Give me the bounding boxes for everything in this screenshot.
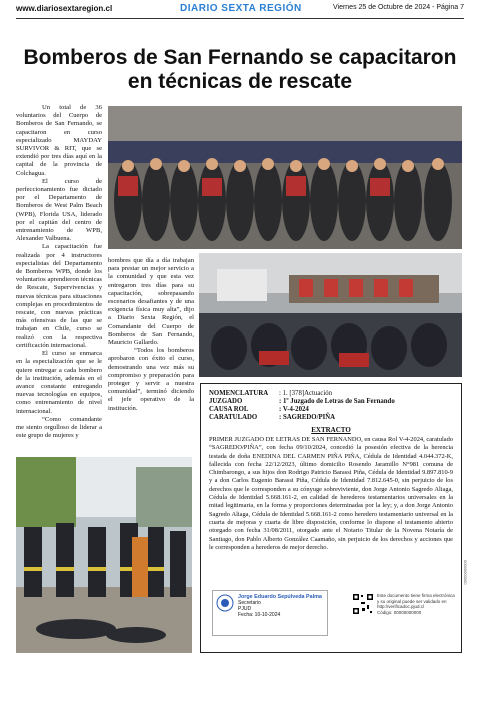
field-value: : V-4-2024 — [279, 406, 309, 413]
verification-note — [377, 593, 457, 615]
paragraph: La capacitación fue realizada por 4 instructores especialistas del Departamento de Bomberos WPB, donde los voluntarios aprendieron técnicas de Rescate, Supervivencias y nuevas técnicas para situaciones complejas en procedimientos de rescate, con nuevas prácticas más ofensivas de las que se trabajan en Chile, curso se realizó con la respectiva certificación internacional. — [16, 243, 102, 349]
field-value: : 1º Juzgado de Letras de San Fernando — [279, 398, 395, 405]
group-photo — [108, 106, 462, 249]
classroom-photo-image — [199, 253, 462, 377]
verification-text: Este documento tiene firma electrónica y su original puede ser validado en http://verificadoc.pjud.cl — [377, 593, 455, 609]
site-url[interactable]: www.diariosextaregion.cl — [16, 4, 113, 13]
field-key: CARATULADO — [209, 414, 258, 421]
legal-field-caratulado — [209, 414, 453, 422]
paragraph: El curso de perfeccionamiento fue dictado por el Departamento de Bomberos de West Palm Beach (WPB), Florida USA, liderado por el capitán del centro de entrenamiento de WPB, Alexander Valbuena. — [16, 177, 102, 243]
classroom-photo — [199, 253, 462, 377]
paragraph: “Todos los bomberos aprobaron con éxito el curso, demostrando una vez más su compromiso y preparación para proteger y servir a nuestra comunidad”, terminó diciendo el jefe operativo de la institución. — [108, 347, 194, 412]
signature-date: Fecha: 10-10-2024 — [238, 612, 281, 618]
signer-name: Jorge Eduardo Sepúlveda Palma — [238, 594, 322, 600]
training-photo — [16, 457, 192, 653]
field-value: : SAGREDO/PIÑA — [279, 414, 336, 421]
field-value: : 1. [378]Actuación — [279, 390, 333, 397]
signature-block — [212, 590, 328, 636]
date-page: Viernes 25 de Octubre de 2024 - Página 7 — [332, 4, 464, 11]
legal-field-juzgado — [209, 398, 453, 406]
article-column-2 — [108, 257, 194, 413]
header-divider — [16, 18, 464, 19]
side-code: 00000000000 — [463, 560, 468, 585]
pjud-seal-icon — [216, 594, 234, 612]
field-key: JUZGADO — [209, 398, 243, 405]
headline: Bomberos de San Fernando se capacitaron en técnicas de rescate — [23, 46, 457, 93]
legal-field-causa-rol — [209, 406, 453, 414]
extracto-title: EXTRACTO — [311, 426, 351, 434]
field-key: NOMENCLATURA — [209, 390, 269, 397]
legal-field-nomenclatura — [209, 390, 453, 398]
group-photo-image — [108, 106, 462, 249]
field-key: CAUSA ROL — [209, 406, 249, 413]
extracto-body: PRIMER JUZGADO DE LETRAS DE SAN FERNANDO, en causa Rol V-4-2024, caratulado “SAGREDO/PIÑA”, con fecha 09/10/2024, concedió la posesión efectiva de la herencia testada de doña ENEDINA DEL CARMEN PIÑA PIÑA, Cédula de Identidad 4.044.372-K, fallecida con fecha 22/12/2023, último domicilio Rosendo Jaramillo N°981 comuna de Chimbarongo, a sus hijos don Rodrigo Patricio Barassi Piña, Cédula de Identidad 9.897.810-9 y a don Carlos Eugenio Barassi Piña, Cédula de Identidad 7.812.645-0, sin perjuicio de los derechos que le corresponden a su cónyuge sobreviviente, don Jorge Antonio Sagredo Aliaga, Cédula de Identidad 5.668.161-2, en calidad de herederos testamentarios universales en la mitad legitimaria, en la forma y proporciones determinadas por la ley; y, a don Jorge Antonio Sagredo Aliaga, Cédula de Identidad 5.668.161-2 como heredero testamentario universal en la cuarta de mejoras y cuarta de libre disposición, conforme lo dispone el testamento abierto otorgado con fecha 31/08/2011, otorgado ante el Notario Titular de la Novena Notaría de Santiago, don Pablo Alberto González Caamaño, sin perjuicio de los derechos y acciones que le corresponden a herederos de mejor derecho. — [209, 436, 453, 551]
newspaper-name: DIARIO SEXTA REGIÓN — [180, 3, 302, 14]
qr-code-icon[interactable] — [352, 593, 374, 615]
paragraph: “Como comandante me siento orgulloso de liderar a este grupo de mujeres y — [16, 415, 102, 440]
paragraph: Un total de 36 voluntarios del Cuerpo de Bomberos de San Fernando, se capacitaron en curso especializado MAYDAY SURVIVOR & RIT, que se extendió por tres días aquí en la capital de la provincia de Colchagua. — [16, 104, 102, 177]
training-photo-image — [16, 457, 192, 653]
signer-role: Secretario — [238, 600, 261, 606]
paragraph: El curso se enmarca en la especialización que se le quiere entregar a cada bombero de la institución, además en el avance constante entregando nuevas tecnologías en equipos, como entrenamiento de nivel internacional. — [16, 350, 102, 415]
paragraph: hombres que día a día trabajan para prestar un mejor servicio a la comunidad y que esta vez entregaron tres días para su capacitación, sobrepasando escenarios desafiantes y de una exigencia física muy alta”, dijo a Diario Sexta Región, el Comandante del Cuerpo de Bomberos de San Fernando, Mauricio Gallardo. — [108, 257, 194, 347]
article-column-1 — [16, 104, 102, 440]
signer-court: PJUD — [238, 606, 252, 612]
verification-code: Código: 00000000000 — [377, 609, 422, 615]
